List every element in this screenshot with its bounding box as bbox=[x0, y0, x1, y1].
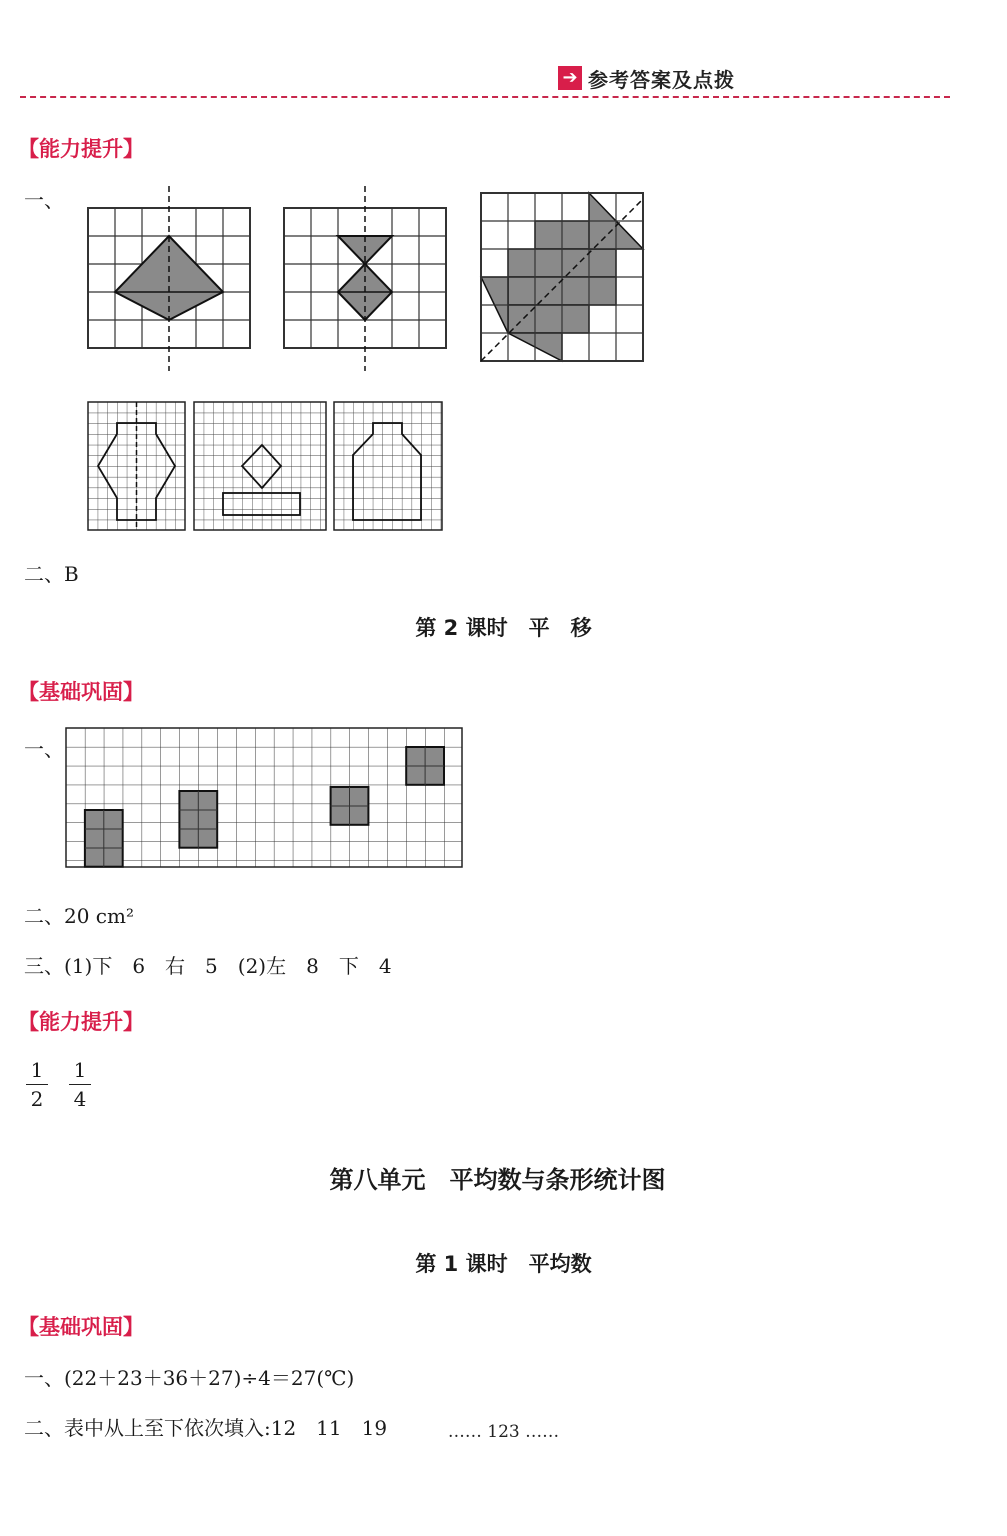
grid-figure-2 bbox=[284, 186, 454, 371]
section-basic-2: 【基础巩固】 bbox=[18, 1315, 144, 1339]
fraction-quarter-numerator: 1 bbox=[73, 1058, 87, 1082]
fine-grid-figure-2 bbox=[194, 402, 329, 532]
fraction-bar bbox=[69, 1084, 91, 1085]
lesson-2-title: 第 2 课时 平 移 bbox=[415, 616, 592, 640]
section-basic-1: 【基础巩固】 bbox=[18, 680, 144, 704]
section-ability-1: 【能力提升】 bbox=[18, 137, 144, 161]
header-divider bbox=[20, 96, 950, 98]
arrow-right-icon: ➔ bbox=[558, 66, 582, 90]
q1-label: 一、 bbox=[24, 188, 64, 212]
translation-grid bbox=[66, 728, 466, 870]
fraction-bar bbox=[26, 1084, 48, 1085]
fraction-half-denominator: 2 bbox=[30, 1087, 44, 1111]
section-ability-2: 【能力提升】 bbox=[18, 1010, 144, 1034]
q2-answer: 二、B bbox=[24, 562, 79, 586]
lesson2-q1-label: 一、 bbox=[24, 737, 64, 761]
fraction-quarter-denominator: 4 bbox=[73, 1087, 87, 1111]
page-header bbox=[20, 62, 950, 102]
lesson2-q2-answer: 二、20 cm² bbox=[24, 904, 134, 928]
fine-grid-figure-1 bbox=[88, 402, 188, 532]
unit-8-title: 第八单元 平均数与条形统计图 bbox=[329, 1166, 666, 1194]
unit-8-lesson-1-title: 第 1 课时 平均数 bbox=[415, 1252, 592, 1276]
grid-figure-3 bbox=[481, 193, 646, 363]
unit8-q1-answer: 一、(22＋23＋36＋27)÷4＝27(℃) bbox=[24, 1366, 355, 1390]
page-number: …… 123 …… bbox=[447, 1422, 560, 1442]
fraction-half-numerator: 1 bbox=[30, 1058, 44, 1082]
lesson2-q3-answer: 三、(1)下 6 右 5 (2)左 8 下 4 bbox=[24, 954, 392, 978]
fraction-quarter bbox=[69, 1058, 91, 1111]
unit8-q2-answer: 二、表中从上至下依次填入:12 11 19 bbox=[24, 1416, 388, 1440]
fraction-half bbox=[26, 1058, 48, 1111]
grid-figure-1 bbox=[88, 186, 258, 371]
header-title: 参考答案及点拨 bbox=[588, 68, 735, 92]
fine-grid-figure-3 bbox=[334, 402, 449, 532]
